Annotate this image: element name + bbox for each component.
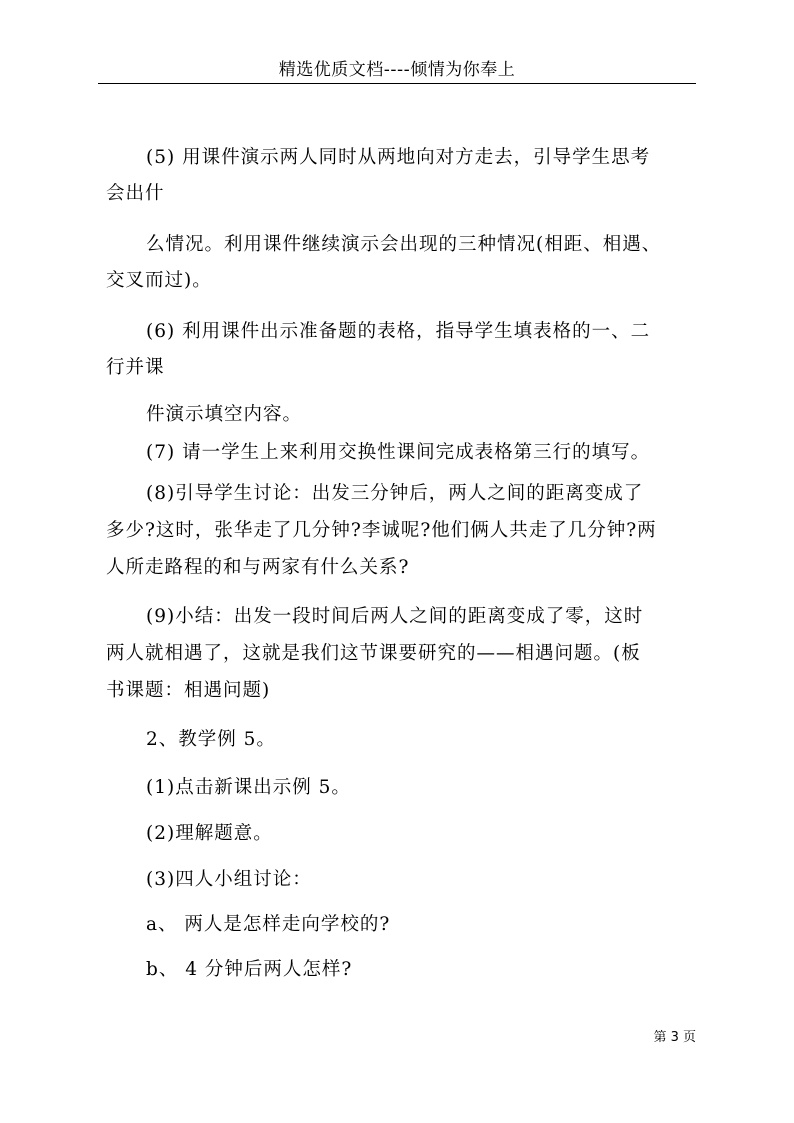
paragraph-line: 行并课 [106,357,165,378]
paragraph-line: a、 两人是怎样走向学校的? [146,914,391,935]
paragraph-line: 两人就相遇了，这就是我们这节课要研究的——相遇问题。(板 [106,643,641,664]
header-divider [98,83,696,84]
paragraph-line: 2、教学例 5。 [146,729,276,750]
paragraph-line: (8)引导学生讨论：出发三分钟后，两人之间的距离变成了 [146,483,644,504]
paragraph-line: 书课题：相遇问题) [106,680,271,701]
page-header-title: 精选优质文档----倾情为你奉上 [278,60,516,80]
paragraph-line: (7) 请一学生上来利用交换性课间完成表格第三行的填写。 [146,442,651,463]
paragraph-line: (1)点击新课出示例 5。 [146,777,351,798]
paragraph-line: (6) 利用课件出示准备题的表格，指导学生填表格的一、二 [146,321,651,342]
paragraph-line: (9)小结：出发一段时间后两人之间的距离变成了零，这时 [146,606,644,627]
paragraph-line: b、 4 分钟后两人怎样? [146,959,353,980]
paragraph-line: 么情况。利用课件继续演示会出现的三种情况(相距、相遇、 [146,234,662,255]
paragraph-line: 交叉而过)。 [106,270,212,291]
paragraph-line: 件演示填空内容。 [146,404,303,425]
paragraph-line: 会出什 [106,183,165,204]
paragraph-line: 多少?这时，张华走了几分钟?李诚呢?他们俩人共走了几分钟?两 [106,520,657,541]
paragraph-line: (3)四人小组讨论： [146,869,312,890]
paragraph-line: (5) 用课件演示两人同时从两地向对方走去，引导学生思考 [146,147,651,168]
paragraph-line: 人所走路程的和与两家有什么关系? [106,557,410,578]
page-number: 第 3 页 [653,1030,696,1045]
paragraph-line: (2)理解题意。 [146,823,273,844]
